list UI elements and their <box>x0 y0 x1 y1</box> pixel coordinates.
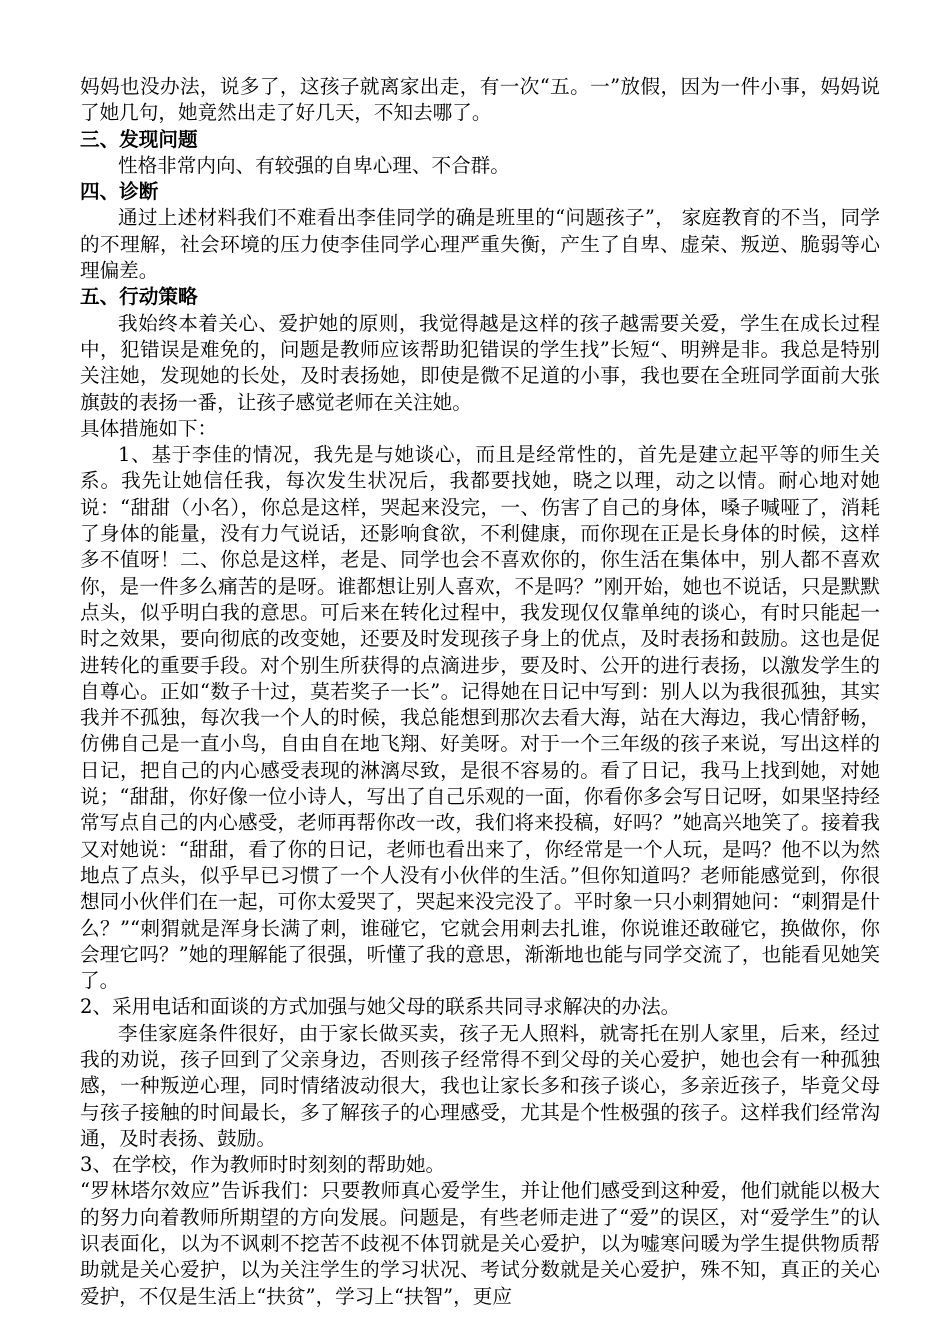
document-page <box>80 74 880 1310</box>
paragraph: 2、采用电话和面谈的方式加强与她父母的联系共同寻求解决的办法。 <box>80 995 681 1019</box>
paragraph: 我始终本着关心、爱护她的原则，我觉得越是这样的孩子越需要关爱，学生在成长过程中，犯错误是难免的，问题是教师应该帮助犯错误的学生找”长短“、明辨是非。我总是特别关注她，发现她的长处，及时表扬她，即使是微不足道的小事，我也要在全班同学面前大张旗鼓的表扬一番，让孩子感觉老师在关注她。 <box>80 311 880 414</box>
paragraph: “罗林塔尔效应”告诉我们：只要教师真心爱学生，并让他们感受到这种爱，他们就能以极大的努力向着教师所期望的方向发展。问题是，有些老师走进了“爱”的误区，对“爱学生”的认识表面化，以为不讽刺不挖苦不歧视不体罚就是关心爱护，以为嘘寒问暖为学生提供物质帮助就是关心爱护，以为关注学生的学习状况、考试分数就是关心爱护，殊不知，真正的关心爱护，不仅是生活上“扶贫”，学习上“扶智”，更应 <box>80 1179 880 1308</box>
paragraph: 妈妈也没办法，说多了，这孩子就离家出走，有一次“五。一”放假，因为一件小事，妈妈说了她几句，她竟然出走了好几天，不知去哪了。 <box>80 75 880 125</box>
section-heading: 五、行动策略 <box>80 285 198 309</box>
paragraph: 通过上述材料我们不难看出李佳同学的确是班里的“问题孩子”， 家庭教育的不当，同学的不理解，社会环境的压力使李佳同学心理严重失衡，产生了自卑、虚荣、叛逆、脆弱等心理偏差。 <box>80 206 880 283</box>
section-heading: 三、发现问题 <box>80 127 198 151</box>
paragraph: 李佳家庭条件很好，由于家长做买卖，孩子无人照料，就寄托在别人家里，后来，经过我的劝说，孩子回到了父亲身边，否则孩子经常得不到父母的关心爱护，她也会有一种孤独感，一种叛逆心理，同时情绪波动很大，我也让家长多和孩子谈心，多亲近孩子，毕竟父母与孩子接触的时间最长，多了解孩子的心理感受，尤其是个性极强的孩子。这样我们经常沟通，及时表扬、鼓励。 <box>80 1021 880 1150</box>
paragraph: 3、在学校，作为教师时时刻刻的帮助她。 <box>80 1153 446 1177</box>
section-heading: 四、诊断 <box>80 180 159 204</box>
paragraph: 1、基于李佳的情况，我先是与她谈心，而且是经常性的，首先是建立起平等的师生关系。我先让她信任我，每次发生状况后，我都要找她，晓之以理，动之以情。耐心地对她说：“甜甜（小名），你总是这样，哭起来没完，一、伤害了自己的身体，嗓子喊哑了，消耗了身体的能量，没有力气说话，还影响食欲，不利健康，而你现在正是长身体的时候，这样多不值呀！二、你总是这样，老是、同学也会不喜欢你的，你生活在集体中，别人都不喜欢你，是一件多么痛苦的是呀。谁都想让别人喜欢，不是吗？”刚开始，她也不说话，只是默默点头，似乎明白我的意思。可后来在转化过程中，我发现仅仅靠单纯的谈心，有时只能起一时之效果，要向彻底的改变她，还要及时发现孩子身上的优点，及时表扬和鼓励。这也是促进转化的重要手段。对个别生所获得的点滴进步，要及时、公开的进行表扬，以激发学生的自尊心。正如“数子十过，莫若奖子一长”。记得她在日记中写到：别人以为我很孤独，其实我并不孤独，每次我一个人的时候，我总能想到那次去看大海，站在大海边，我心情舒畅，仿佛自己是一直小鸟，自由自在地飞翔、好美呀。对于一个三年级的孩子来说，写出这样的日记，把自己的内心感受表现的淋漓尽致，是很不容易的。看了日记，我马上找到她，对她说；“甜甜，你好像一位小诗人，写出了自己乐观的一面，你看你多会写日记呀，如果坚持经常写点自己的内心感受，老师再帮你改一改，我们将来投稿，好吗？”她高兴地笑了。接着我又对她说：“甜甜，看了你的日记，老师也看出来了，你经常是一个人玩，是吗？他不以为然地点了点头，似乎早已习惯了一个人没有小伙伴的生活。”但你知道吗？老师能感觉到，你很想同小伙伴们在一起，可你太爱哭了，哭起来没完没了。平时象一只小刺猬她问：“刺猬是什么？”“刺猬就是浑身长满了刺，谁碰它，它就会用刺去扎谁，你说谁还敢碰它，换做你，你会理它吗？”她的理解能了很强，听懂了我的意思，渐渐地也能与同学交流了，也能看见她笑了。 <box>80 443 880 993</box>
paragraph: 具体措施如下： <box>80 416 218 440</box>
paragraph: 性格非常内向、有较强的自卑心理、不合群。 <box>118 153 510 177</box>
